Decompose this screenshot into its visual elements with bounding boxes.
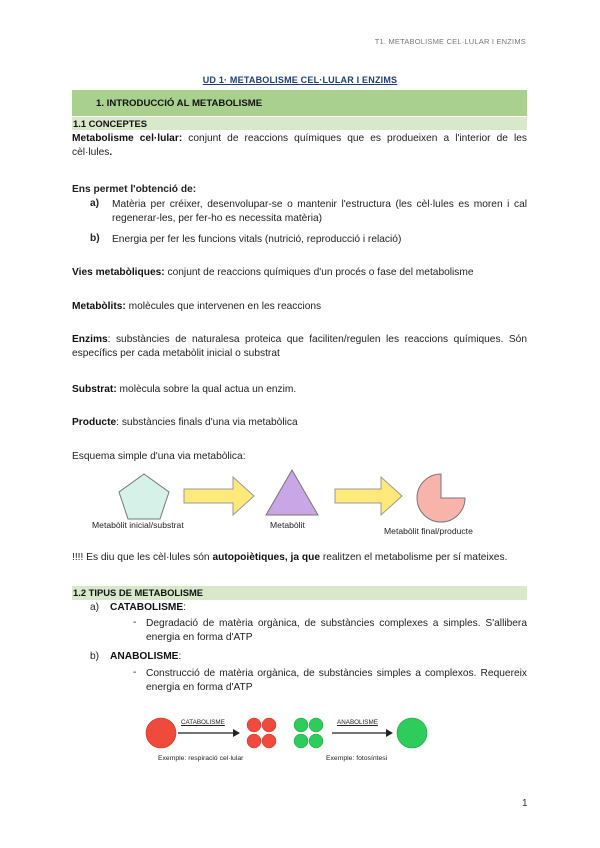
simple-molecule-icon (294, 734, 308, 748)
definition-text: : substàncies finals d'una via metabòlica (116, 417, 298, 428)
document-title: UD 1· METABOLISME CEL·LULAR I ENZIMS (202, 75, 398, 85)
period: . (109, 147, 113, 158)
simple-molecule-icon (309, 734, 323, 748)
arrowhead-icon (386, 729, 393, 737)
schema-intro: Esquema simple d'una via metabòlica: (72, 451, 246, 462)
definition-text: molècula sobre la qual actua un enzim. (116, 384, 297, 395)
note-bold: autopoiètiques, ja que (212, 552, 320, 563)
diagram-label: Metabòlit (270, 520, 305, 530)
term: Vies metabòliques: (72, 267, 165, 278)
diagram-label: Metabòlit final/producte (384, 526, 473, 536)
anabolisme-arrow-label: ANABOLISME (337, 719, 378, 726)
type-name-anabolisme: ANABOLISME: (110, 651, 182, 662)
page-number: 1 (522, 798, 528, 809)
list-text: Matèria per créixer, desenvolupar-se o mantenir l'estructura (les cèl·lules es moren i cal regenerar-les, per fer-ho es necessita matèria) (112, 199, 527, 224)
simple-molecule-icon (294, 718, 308, 732)
obtencio-heading: Ens permet l'obtenció de: (72, 184, 197, 195)
subsection-heading: 1.2 TIPUS DE METABOLISME (73, 587, 204, 598)
definition-text: molècules que intervenen en les reaccions (125, 301, 322, 312)
simple-molecule-icon (262, 718, 276, 732)
section-heading: 1. INTRODUCCIÓ AL METABOLISME (96, 98, 263, 109)
term: Metabolisme cel·lular: (72, 133, 183, 144)
type-description: Construcció de matèria orgànica, de substàncies simples a complexos. Requereix energia en forma d'ATP (146, 668, 527, 693)
running-header: T1. METABOLISME CEL·LULAR I ENZIMS (374, 37, 526, 46)
term: Substrat: (72, 384, 117, 395)
term: Producte (72, 417, 117, 428)
type-description: Degradació de matèria orgànica, de substàncies complexes a simples. S'allibera energia en forma d'ATP (146, 618, 527, 643)
catabolisme-example: Exemple: respiració cel·lular (158, 755, 244, 762)
dash-marker: - (133, 667, 137, 678)
simple-molecule-icon (262, 734, 276, 748)
arrowhead-icon (233, 729, 240, 737)
list-marker: a) (90, 198, 100, 209)
complex-molecule-icon (397, 718, 427, 748)
simple-molecule-icon (309, 718, 323, 732)
simple-molecule-icon (247, 734, 261, 748)
note-post: realitzen el metabolisme per sí mateixes. (319, 552, 508, 563)
subsection-heading: 1.1 CONCEPTES (73, 118, 147, 129)
list-marker: b) (90, 651, 100, 662)
term: Enzims (72, 334, 108, 345)
simple-molecule-icon (247, 718, 261, 732)
diagram-label: Metabòlit inicial/substrat (92, 520, 184, 530)
definition-text: conjunt de reaccions químiques que es produeixen a l'interior de les cèl·lules (72, 133, 527, 158)
complex-molecule-icon (146, 718, 176, 748)
type-name-catabolisme: CATABOLISME: (110, 602, 187, 613)
anabolisme-example: Exemple: fotosíntesi (326, 755, 388, 762)
list-text: Energia per fer les funcions vitals (nutrició, reproducció i relació) (112, 234, 402, 245)
term: Metabòlits: (72, 301, 126, 312)
definition-text: : substàncies de naturalesa proteica que faciliten/regulen les reaccions químiques. Són específics per cada metabòlit inicial o substrat (72, 334, 527, 359)
definition-text: conjunt de reaccions químiques d'un procés o fase del metabolisme (164, 267, 474, 278)
note-pre: !!!! Es diu que les cèl·lules són (72, 552, 213, 563)
catabolisme-arrow-label: CATABOLISME (181, 719, 225, 726)
dash-marker: - (133, 617, 137, 628)
list-marker: a) (90, 602, 100, 613)
list-marker: b) (90, 233, 100, 244)
